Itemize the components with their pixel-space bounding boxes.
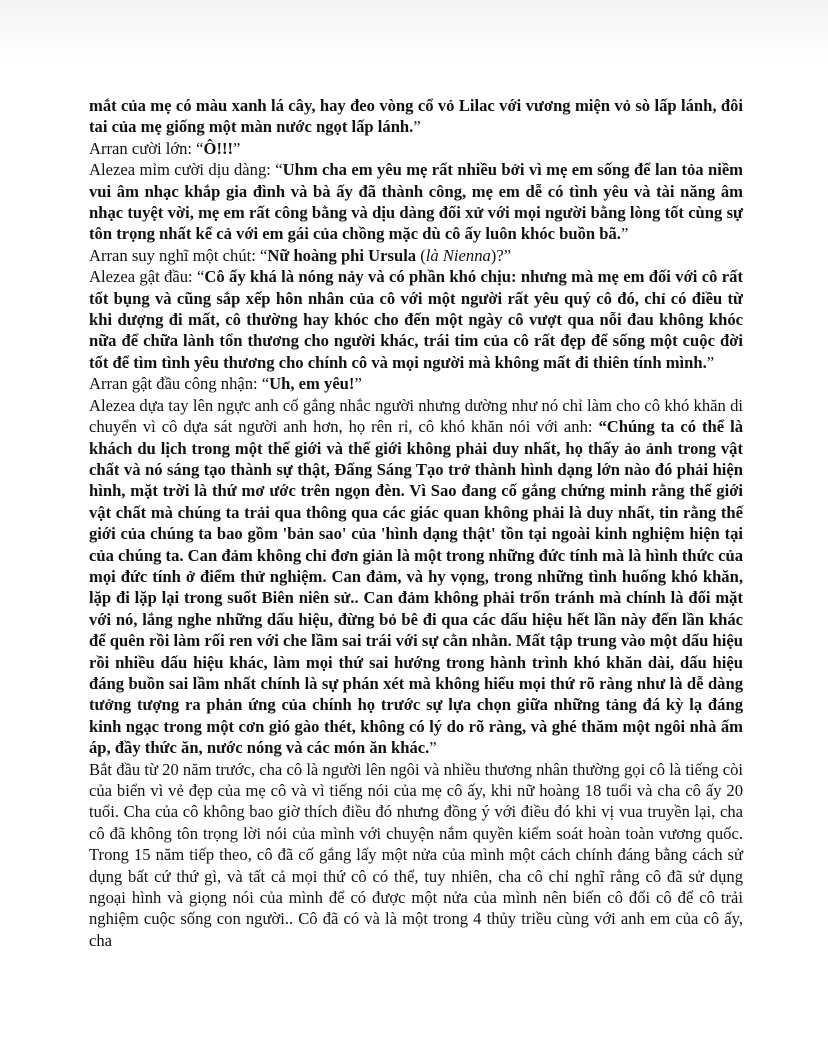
- text-run: ”: [354, 374, 362, 394]
- text-run: Arran suy nghĩ một chút: “: [89, 245, 268, 265]
- text-run: Arran cười lớn: “: [89, 138, 204, 158]
- text-run: (: [416, 245, 426, 265]
- text-run: Ô!!!: [203, 138, 234, 158]
- top-margin-shade: [0, 0, 828, 58]
- text-run: Alezea dựa tay lên ngực anh cố gắng nhắc người nhưng dường như nó chỉ làm cho cô khó khăn di chuyển vì cô dựa sát người anh hơn, họ rên rỉ, cô khó khăn nói với anh:: [89, 395, 743, 437]
- text-run: ”: [413, 117, 421, 137]
- text-run: ”: [233, 138, 241, 158]
- text-run: ”: [706, 352, 715, 372]
- text-run: mắt của mẹ có màu xanh lá cây, hay đeo vòng cổ vỏ Lilac với vương miện vỏ sò lấp lánh, đôi tai của mẹ giống một màn nước ngọt lấp lánh.: [89, 96, 743, 137]
- paragraph-p8: [89, 759, 743, 952]
- paragraph-p7: [89, 395, 743, 759]
- text-run: Alezea gật đầu: “: [89, 267, 205, 287]
- text-run: )?”: [490, 245, 512, 265]
- paragraph-p1: [89, 95, 743, 138]
- text-run: Alezea mỉm cười dịu dàng: “: [89, 160, 283, 180]
- text-run: “Chúng ta có thể là khách du lịch trong một thế giới và thế giới không phải duy nhất, họ thấy ảo ảnh trong vật chất và nó sáng tạo thành sự thật, Đấng Sáng Tạo trở thành hình dạng lớn nào đó phải hiện hình, mặt trời là thứ mơ ước trên ngọn đèn. Vì Sao đang cố gắng chứng minh rằng thế giới vật chất mà chúng ta trải qua thông qua các giác quan không phải là duy nhất, tin rằng thế giới của chúng ta bao gồm 'bản sao' của 'hình dạng thật' tồn tại ngoài kinh nghiệm hiện tại của chúng ta. Can đảm không chỉ đơn giản là một trong những đức tính mà là hình thức của mọi đức tính ở điểm thử nghiệm. Can đảm, và hy vọng, trong những tình huống khó khăn, lặp đi lặp lại trong suốt Biên niên sử.. Can đảm không phải trốn tránh mà chính là đối mặt với nó, lắng nghe những dấu hiệu, đừng bỏ bê đi qua các dấu hiệu hết lần này đến lần khác để quên rồi làm rối ren với che lầm sai trái với sự cằn nhằn. Mất tập trung vào một dấu hiệu rồi nhiều dấu hiệu khác, làm mọi thứ sai hướng trong hành trình khó khăn dài, dấu hiệu đáng buồn sai lầm nhất chính là sự phán xét mà không hiểu mọi thứ rõ ràng như là dễ dàng tưởng tượng ra phản ứng của chính họ trước sự lựa chọn giữa những tảng đá kỳ lạ đáng kinh ngạc trong một cơn gió gào thét, không có lý do rõ ràng, và ghé thăm một ngôi nhà ấm áp, đầy thức ăn, nước nóng và các món ăn khác.: [89, 417, 743, 758]
- text-run: Cô ấy khá là nóng nảy và có phần khó chịu: nhưng mà mẹ em đối với cô rất tốt bụng và cũng sắp xếp hôn nhân của cô với một người rất yêu quý cô đó, chỉ có điều từ khi dượng đi mất, cô thường hay khóc cho đến một ngày cô vượt qua nỗi đau không khóc nữa để chữa lành tổn thương cho người khác, trái tim của cô rất đẹp để sống một cuộc đời tốt để tìm tình yêu thương cho chính cô và mọi người mà không mất đi thiên tính mình.: [89, 267, 743, 372]
- paragraph-p4: [89, 245, 743, 266]
- paragraph-p5: [89, 266, 743, 373]
- text-run: Uhm cha em yêu mẹ rất nhiều bởi vì mẹ em sống để lan tỏa niềm vui âm nhạc khắp gia đình và bà ấy đã thành công, mẹ em dễ có tình yêu và tài năng âm nhạc tuyệt vời, mẹ em rất công bằng và dịu dàng đối xử với mọi người bằng lòng tốt cùng sự tôn trọng nhất kể cả với em gái của chồng mặc dù cô ấy luôn khóc buồn bã.: [89, 160, 744, 244]
- paragraph-p3: [89, 159, 743, 245]
- text-run: Nữ hoàng phi Ursula: [267, 245, 417, 265]
- text-run: là Nienna: [425, 245, 491, 265]
- body-text: [89, 95, 743, 951]
- text-run: ”: [429, 738, 437, 758]
- paragraph-p2: [89, 138, 743, 159]
- text-run: Uh, em yêu!: [269, 374, 355, 394]
- text-run: Bắt đầu từ 20 năm trước, cha cô là người lên ngôi và nhiều thương nhân thường gọi cô là tiếng còi của biển vì vẻ đẹp của mẹ cô và vì tiếng nói của mẹ cô ấy, khi nữ hoàng 18 tuổi và cha cô ấy 20 tuổi. Cha của cô không bao giờ thích điều đó nhưng đồng ý với điều đó khi vị vua truyền lại, cha cô đã không tôn trọng lời nói của mình với chuyện nắm quyền kiểm soát hoàn toàn vương quốc. Trong 15 năm tiếp theo, cô đã cố gắng lấy một nửa của mình một cách chính đáng bằng cách sử dụng bất cứ thứ gì, và tất cả mọi thứ cô có thể, tuy nhiên, cha cô chỉ nghĩ rằng cô đã sử dụng ngoại hình và giọng nói của mình để có được một nửa của mình nên biến cô đổi cô để cô trải nghiệm cuộc sống con người.. Cô đã có và là một trong 4 thủy triều cùng với anh em của cô ấy, cha: [89, 759, 743, 950]
- text-run: ”: [620, 224, 629, 244]
- paragraph-p6: [89, 373, 743, 394]
- text-run: Arran gật đầu công nhận: “: [89, 374, 270, 394]
